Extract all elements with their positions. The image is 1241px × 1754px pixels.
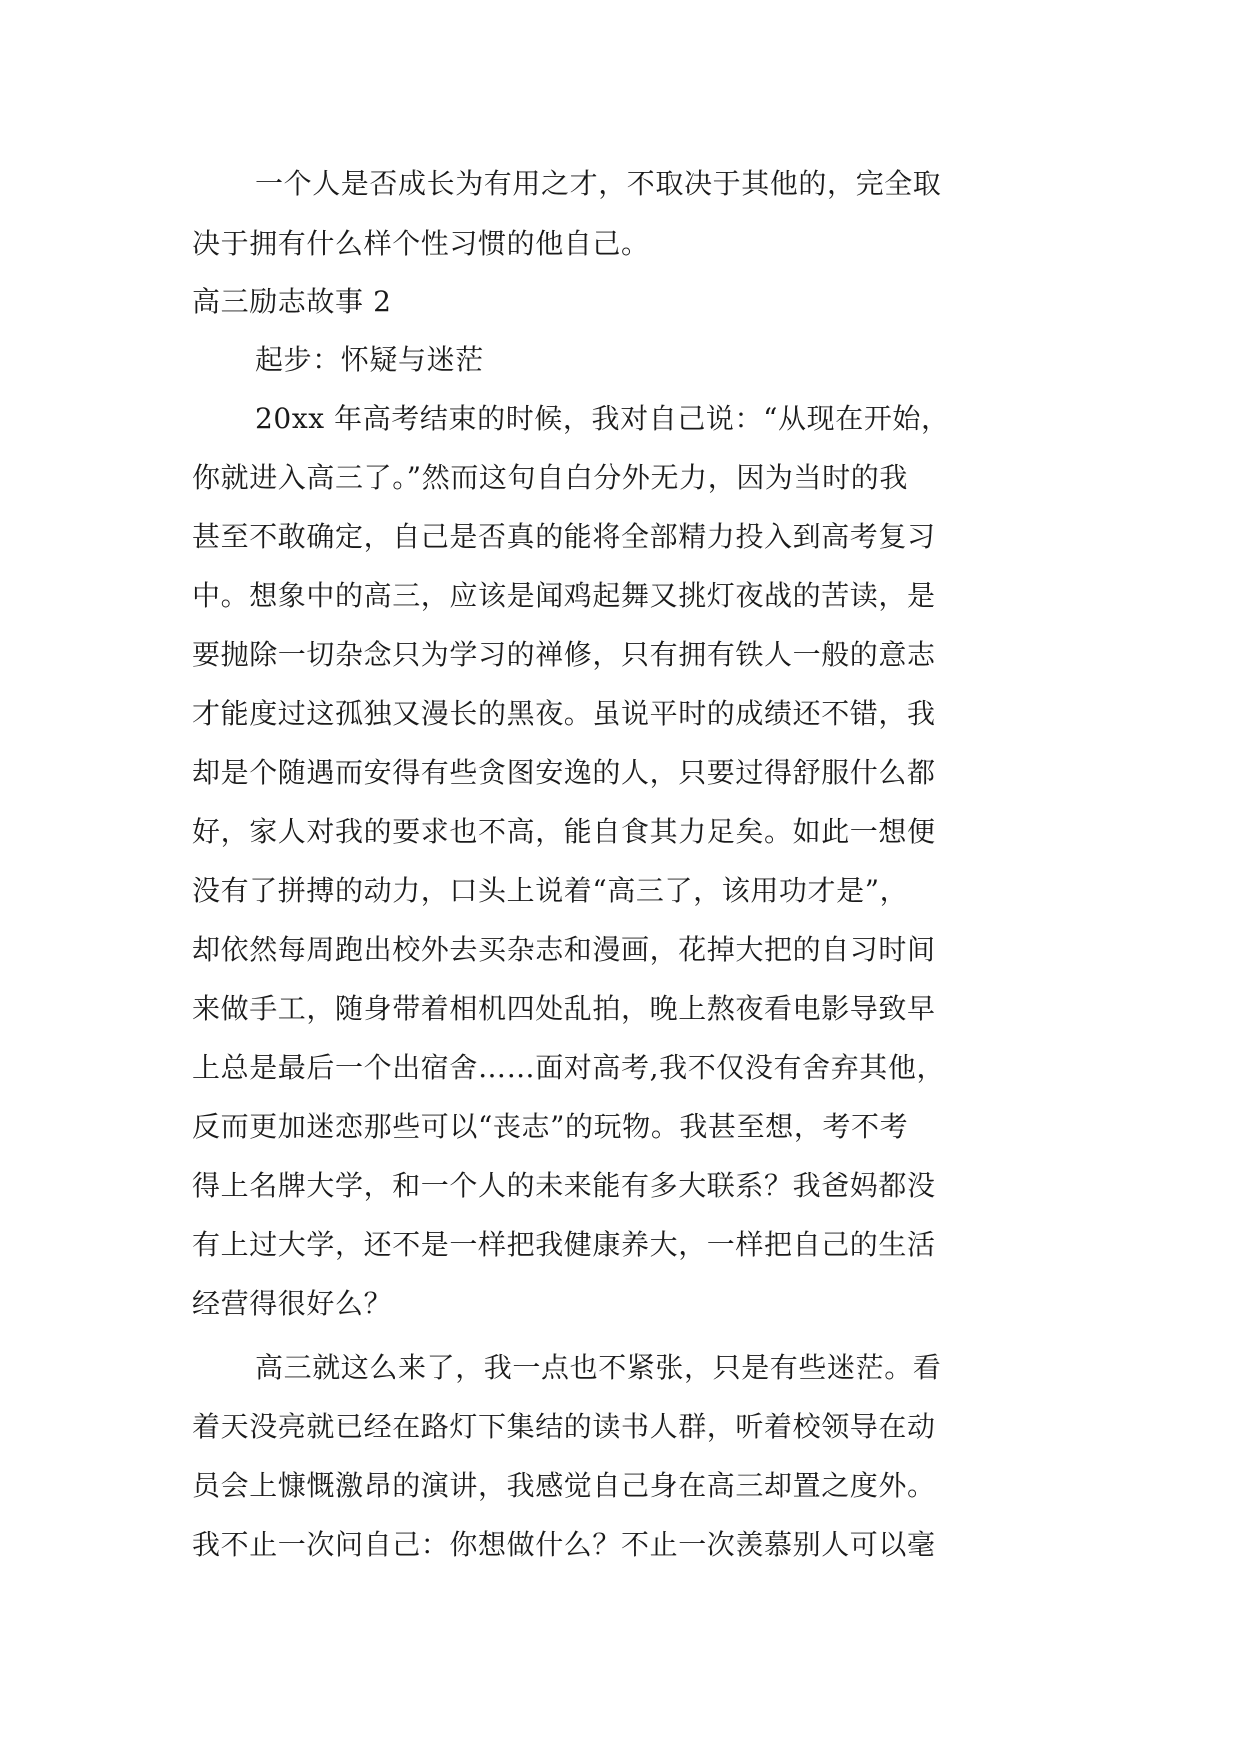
text-line: 好，家人对我的要求也不高，能自食其力足矣。如此一想便 [192,815,936,848]
section-heading: 高三励志故事 2 [192,285,392,318]
text-line: 要抛除一切杂念只为学习的禅修，只有拥有铁人一般的意志 [192,638,936,671]
text-line: 甚至不敢确定，自己是否真的能将全部精力投入到高考复习 [192,520,936,553]
text-line: 高三就这么来了，我一点也不紧张，只是有些迷茫。看 [255,1351,942,1384]
text-line: 决于拥有什么样个性习惯的他自己。 [192,227,650,260]
text-line: 经营得很好么？ [192,1287,393,1320]
text-line: 来做手工，随身带着相机四处乱拍，晚上熬夜看电影导致早 [192,992,936,1025]
text-line: 才能度过这孤独又漫长的黑夜。虽说平时的成绩还不错，我 [192,697,936,730]
text-line: 上总是最后一个出宿舍……面对高考,我不仅没有舍弃其他， [192,1051,946,1084]
text-line: 没有了拼搏的动力，口头上说着“高三了，该用功才是”， [192,874,909,907]
text-line: 中。想象中的高三，应该是闻鸡起舞又挑灯夜战的苦读，是 [192,579,936,612]
text-line: 反而更加迷恋那些可以“丧志”的玩物。我甚至想，考不考 [192,1110,909,1143]
text-line: 20xx 年高考结束的时候，我对自己说：“从现在开始， [255,402,950,435]
text-line: 你就进入高三了。”然而这句自白分外无力，因为当时的我 [192,461,908,494]
text-line: 着天没亮就已经在路灯下集结的读书人群，听着校领导在动 [192,1410,936,1443]
text-line: 却是个随遇而安得有些贪图安逸的人，只要过得舒服什么都 [192,756,936,789]
text-line: 一个人是否成长为有用之才，不取决于其他的，完全取 [255,167,942,200]
text-line: 得上名牌大学，和一个人的未来能有多大联系？我爸妈都没 [192,1169,936,1202]
text-line: 员会上慷慨激昂的演讲，我感觉自己身在高三却置之度外。 [192,1469,936,1502]
text-line: 有上过大学，还不是一样把我健康养大，一样把自己的生活 [192,1228,936,1261]
text-line: 我不止一次问自己：你想做什么？不止一次羡慕别人可以毫 [192,1528,936,1561]
text-line: 却依然每周跑出校外去买杂志和漫画，花掉大把的自习时间 [192,933,936,966]
subheading: 起步：怀疑与迷茫 [255,343,484,376]
